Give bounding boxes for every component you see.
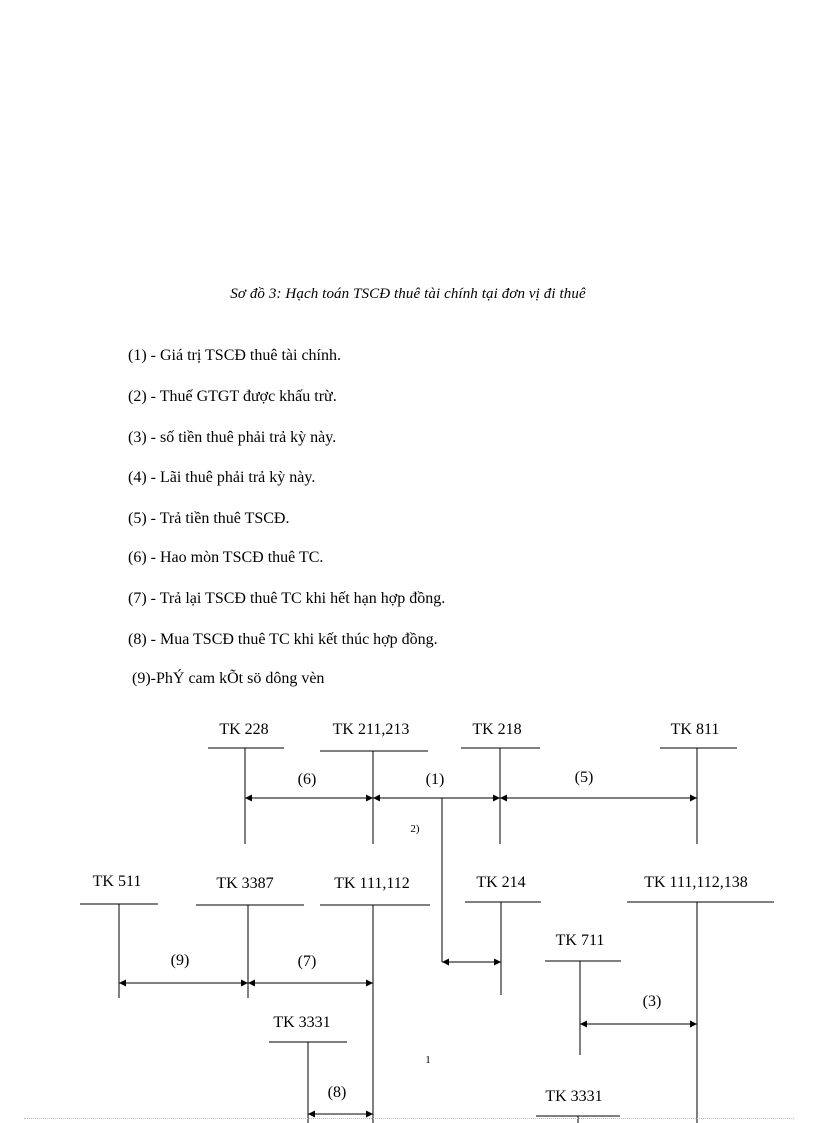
- account-tk3331-right: TK 3331: [545, 1088, 603, 1105]
- label-op1: (1): [425, 771, 445, 788]
- account-tk111-112: TK 111,112: [334, 875, 410, 892]
- label-op5: (5): [574, 769, 594, 786]
- account-tk711: TK 711: [555, 932, 605, 949]
- legend-item-5: (5) - Trả tiền thuê TSCĐ.: [128, 510, 290, 527]
- legend-item-9: (9)-PhÝ cam kÕt sö dông vèn: [132, 670, 325, 687]
- label-op9: (9): [170, 952, 190, 969]
- account-tk3387: TK 3387: [216, 875, 274, 892]
- diagram-caption: Sơ đồ 3: Hạch toán TSCĐ thuê tài chính tại đơn vị đi thuê: [230, 286, 586, 302]
- label-op6: (6): [297, 771, 317, 788]
- label-op8: (8): [327, 1084, 347, 1101]
- account-tk211-213: TK 211,213: [332, 721, 410, 738]
- account-tk228: TK 228: [219, 721, 269, 738]
- page-number: 1: [425, 1054, 431, 1066]
- legend-item-6: (6) - Hao mòn TSCĐ thuê TC.: [128, 549, 324, 566]
- account-tk218: TK 218: [472, 721, 522, 738]
- legend-item-1: (1) - Giá trị TSCĐ thuê tài chính.: [128, 347, 341, 364]
- legend-item-8: (8) - Mua TSCĐ thuê TC khi kết thúc hợp đồng.: [128, 631, 438, 648]
- legend-item-3: (3) - số tiền thuê phải trả kỳ này.: [128, 429, 337, 446]
- legend-item-2: (2) - Thuế GTGT được khấu trừ.: [128, 388, 337, 405]
- account-tk111-112-138: TK 111,112,138: [644, 874, 748, 891]
- legend-item-4: (4) - Lãi thuê phải trả kỳ này.: [128, 469, 316, 486]
- account-tk214: TK 214: [476, 874, 526, 891]
- account-tk511: TK 511: [92, 873, 142, 890]
- label-op2: 2): [410, 823, 420, 835]
- label-op3: (3): [642, 993, 662, 1010]
- account-tk3331-left: TK 3331: [273, 1014, 331, 1031]
- label-op7: (7): [297, 953, 317, 970]
- page-bottom-rule: [24, 1118, 794, 1119]
- legend-item-7: (7) - Trả lại TSCĐ thuê TC khi hết hạn hợp đồng.: [128, 590, 446, 607]
- account-tk811: TK 811: [670, 721, 720, 738]
